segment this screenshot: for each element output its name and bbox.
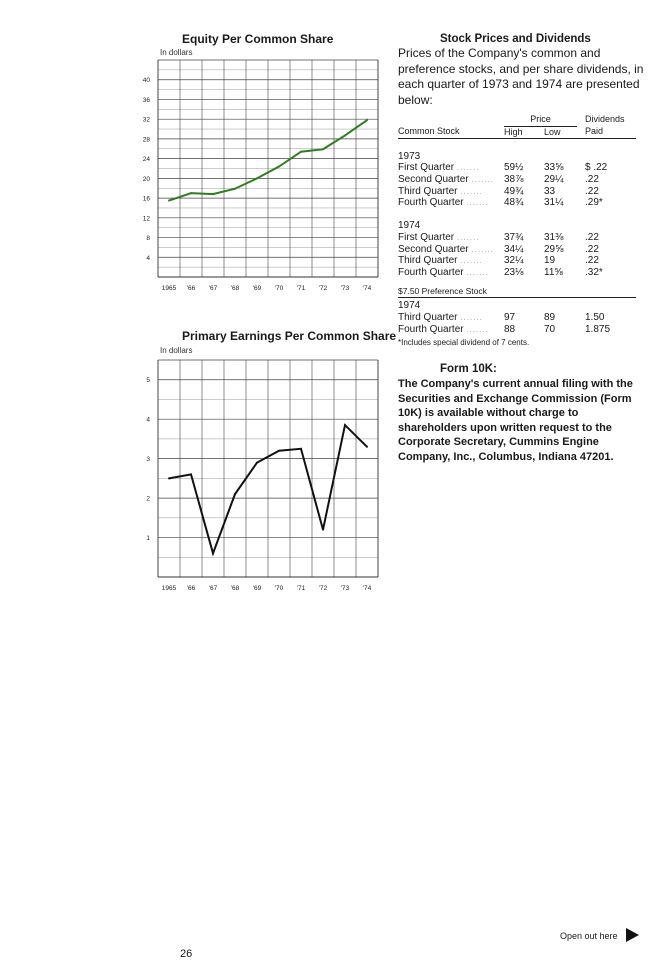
dividend-paid: .22 <box>585 173 599 185</box>
price-low: 31⅜ <box>544 231 564 243</box>
dot-leader: ....... <box>460 256 483 266</box>
table-row <box>398 186 636 198</box>
data-point <box>322 529 324 531</box>
page-number: 26 <box>180 948 193 960</box>
dot-leader: ....... <box>456 232 480 242</box>
year-label: 1973 <box>398 150 421 162</box>
data-point <box>256 462 258 464</box>
y-tick-label: 20 <box>142 175 150 183</box>
quarter-label: Second Quarter <box>398 173 469 185</box>
quarter-label: Third Quarter <box>398 185 458 197</box>
x-tick-label: '71 <box>296 285 306 292</box>
price-low: 19 <box>544 255 556 267</box>
quarter-label: First Quarter <box>398 162 455 174</box>
quarter-label: Third Quarter <box>398 255 458 267</box>
dividend-paid: .22 <box>585 185 599 197</box>
x-tick-label: 1965 <box>161 585 177 592</box>
data-point <box>168 200 170 202</box>
chart2-unit-label: In dollars <box>160 346 193 355</box>
y-tick-label: 3 <box>146 456 150 464</box>
y-tick-label: 12 <box>142 215 150 223</box>
y-tick-label: 36 <box>142 96 150 104</box>
chart2-title: Primary Earnings Per Common Share <box>182 329 397 343</box>
data-point <box>168 477 170 479</box>
y-tick-label: 32 <box>142 116 150 124</box>
x-tick-label: '67 <box>208 285 218 292</box>
dividend-paid: .32* <box>585 266 603 278</box>
data-point <box>366 119 368 121</box>
price-low: 33⅝ <box>544 162 564 174</box>
data-point <box>278 166 280 168</box>
price-low: 33 <box>544 185 556 197</box>
data-point <box>322 148 324 150</box>
dividend-paid: .22 <box>585 255 599 267</box>
y-tick-label: 2 <box>146 495 150 503</box>
price-low: 11⅝ <box>544 266 563 278</box>
data-point <box>190 192 192 194</box>
price-header: Price <box>504 114 577 126</box>
data-point <box>212 193 214 195</box>
x-tick-label: '71 <box>296 585 306 592</box>
quarter-label: Second Quarter <box>398 243 469 255</box>
x-tick-label: '69 <box>252 285 262 292</box>
quarter-label: Fourth Quarter <box>398 197 464 209</box>
y-tick-label: 28 <box>142 136 150 144</box>
dividend-paid: .22 <box>585 231 599 243</box>
dot-leader: ....... <box>456 163 480 173</box>
table-row <box>398 232 636 244</box>
year-row <box>398 220 636 232</box>
quarter-label: Fourth Quarter <box>398 266 464 278</box>
y-tick-label: 4 <box>146 416 150 424</box>
year-label: 1974 <box>398 220 421 232</box>
stock-section <box>398 33 648 465</box>
dot-leader: ....... <box>460 186 483 196</box>
x-tick-label: '68 <box>230 285 240 292</box>
data-point <box>278 450 280 452</box>
x-tick-label: '70 <box>274 285 284 292</box>
dividend-paid: 1.875 <box>585 323 611 335</box>
data-point <box>190 473 192 475</box>
preference-stock-label: $7.50 Preference Stock <box>398 286 636 298</box>
earnings-chart <box>130 355 390 600</box>
table-row <box>398 312 636 324</box>
table-row <box>398 197 636 209</box>
dividend-paid: $ .22 <box>585 162 608 174</box>
form10k-body: The Company's current annual filing with the Securities and Exchange Commission (Form 10K) is available without charge to shareholders upon written request to the Corporate Secretary, Cummins Engine Company, Inc., Columbus, Indiana 47201. <box>398 378 633 464</box>
x-tick-label: '70 <box>274 585 284 592</box>
quarter-label: First Quarter <box>398 231 455 243</box>
data-point <box>300 448 302 450</box>
dividend-footnote: *Includes special dividend of 7 cents. <box>398 338 530 348</box>
y-tick-label: 16 <box>142 195 150 203</box>
year-label: 1974 <box>398 300 421 312</box>
y-tick-label: 40 <box>142 77 150 85</box>
stock-section-title: Stock Prices and Dividends <box>440 33 591 45</box>
dot-leader: ....... <box>466 324 489 334</box>
price-high: 49¾ <box>504 185 524 197</box>
price-low: 89 <box>544 311 556 323</box>
quarter-label: Fourth Quarter <box>398 323 464 335</box>
x-tick-label: '72 <box>318 285 328 292</box>
table-row <box>398 324 636 336</box>
table-row <box>398 174 636 186</box>
x-tick-label: 1965 <box>161 285 177 292</box>
data-point <box>234 188 236 190</box>
x-tick-label: '73 <box>340 285 350 292</box>
price-high: 48¾ <box>504 197 524 209</box>
data-point <box>366 446 368 448</box>
price-high: 32¼ <box>504 255 524 267</box>
year-row <box>398 300 636 312</box>
table-row <box>398 244 636 256</box>
y-tick-label: 24 <box>142 156 150 164</box>
dot-leader: ....... <box>466 267 489 277</box>
x-tick-label: '66 <box>186 585 196 592</box>
y-tick-label: 1 <box>146 535 150 543</box>
y-tick-label: 8 <box>146 235 150 243</box>
price-high: 97 <box>504 311 516 323</box>
dot-leader: ....... <box>460 312 483 322</box>
dividend-paid: .22 <box>585 243 599 255</box>
quarter-label: Third Quarter <box>398 311 458 323</box>
x-tick-label: '69 <box>252 585 262 592</box>
data-point <box>234 493 236 495</box>
price-high: 38⅞ <box>504 173 524 185</box>
high-header: High <box>504 126 540 139</box>
price-low: 31¼ <box>544 197 564 209</box>
dividend-paid: .29* <box>585 197 603 209</box>
y-tick-label: 4 <box>146 254 150 262</box>
chart1-unit-label: In dollars <box>160 48 193 57</box>
x-tick-label: '74 <box>362 285 372 292</box>
common-stock-table <box>398 114 636 278</box>
y-tick-label: 5 <box>146 377 150 385</box>
data-point <box>212 552 214 554</box>
dividend-paid: 1.50 <box>585 311 605 323</box>
stock-intro: Prices of the Company's common and preference stocks, and per share dividends, in each quarter of 1973 and 1974 are presented below: <box>398 46 644 107</box>
common-stock-label: Common Stock <box>398 126 504 139</box>
paid-header: Paid <box>577 126 636 139</box>
dot-leader: ....... <box>471 244 494 254</box>
price-low: 29¼ <box>544 173 564 185</box>
year-row <box>398 151 636 163</box>
open-out-label: Open out here <box>560 931 618 941</box>
x-tick-label: '73 <box>340 585 350 592</box>
x-tick-label: '72 <box>318 585 328 592</box>
x-tick-label: '74 <box>362 585 372 592</box>
price-low: 29⅝ <box>544 243 564 255</box>
data-point <box>256 177 258 179</box>
price-high: 34¼ <box>504 243 524 255</box>
table-row <box>398 255 636 267</box>
price-low: 70 <box>544 323 556 335</box>
price-high: 37¾ <box>504 231 524 243</box>
price-high: 59½ <box>504 162 524 174</box>
preference-stock-table <box>398 300 636 335</box>
x-tick-label: '67 <box>208 585 218 592</box>
form10k-title: Form 10K: <box>440 363 497 376</box>
price-high: 88 <box>504 323 516 335</box>
x-tick-label: '66 <box>186 285 196 292</box>
data-point <box>300 151 302 153</box>
equity-chart <box>130 55 390 305</box>
low-header: Low <box>540 126 577 139</box>
data-point <box>344 424 346 426</box>
price-high: 23⅛ <box>504 266 524 278</box>
data-point <box>344 134 346 136</box>
table-row <box>398 162 636 174</box>
x-tick-label: '68 <box>230 585 240 592</box>
table-row <box>398 267 636 279</box>
right-arrow-icon <box>626 928 639 942</box>
dividends-header: Dividends <box>585 114 625 125</box>
dot-leader: ....... <box>471 174 494 184</box>
chart1-title: Equity Per Common Share <box>182 32 334 46</box>
dot-leader: ....... <box>466 198 489 208</box>
